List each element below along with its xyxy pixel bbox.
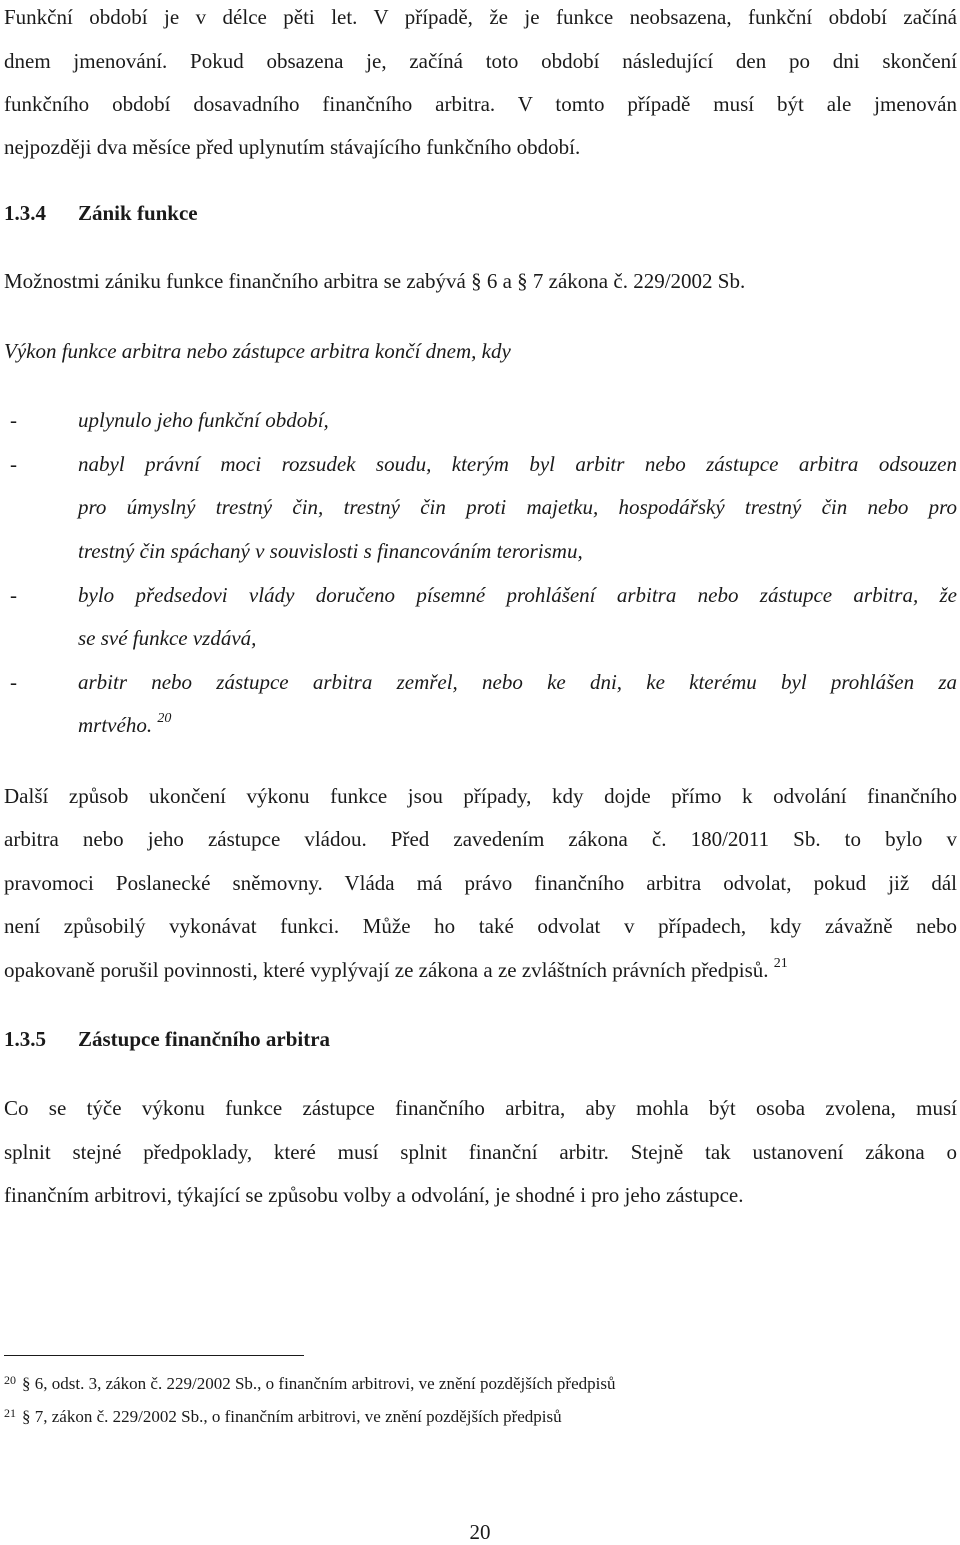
list-item-text: nabyl právní moci rozsudek soudu, kterým byl arbitr nebo zástupce arbitra odsouzen [78,452,957,476]
para-line: není způsobilý vykonávat funkci. Může ho také odvolat v případech, kdy závažně nebo [4,914,957,938]
intro-line: dnem jmenování. Pokud obsazena je, začíná toto období následující den po dni skončení [4,49,957,73]
list-item-text: se své funkce vzdává, [78,626,257,650]
footnote-number: 21 [4,1406,16,1420]
footnote-ref: 20 [157,711,172,726]
section-text: Možnostmi zániku funkce finančního arbitra se zabývá § 6 a § 7 zákona č. 229/2002 Sb. [4,269,746,293]
intro-line: funkčního období dosavadního finančního arbitra. V tomto případě musí být ale jmenován [4,92,957,116]
para-line: arbitra nebo jeho zástupce vládou. Před zavedením zákona č. 180/2011 Sb. to bylo v [4,827,957,851]
page-number: 20 [469,1520,491,1544]
list-item-text: uplynulo jeho funkční období, [78,408,329,432]
list-item-text: pro úmyslný trestný čin, trestný čin proti majetku, hospodářský trestný čin nebo pro [78,495,957,519]
section-number: 1.3.4 [4,201,46,225]
list-dash: - [10,408,17,432]
para-line-text: opakovaně porušil povinnosti, které vyplývají ze zákona a ze zvláštních právních předpisů. [4,958,769,982]
list-intro: Výkon funkce arbitra nebo zástupce arbitra končí dnem, kdy [4,339,511,363]
para-line: Další způsob ukončení výkonu funkce jsou případy, kdy dojde přímo k odvolání finančního [4,784,957,808]
para-line: finančním arbitrovi, týkající se způsobu volby a odvolání, je shodné i pro jeho zástupce. [4,1183,744,1207]
footnote [4,1406,562,1428]
section-heading-134 [4,200,198,226]
para-line: pravomoci Poslanecké sněmovny. Vláda má právo finančního arbitra odvolat, pokud již dál [4,871,957,895]
list-dash: - [10,452,17,476]
list-item-text: trestný čin spáchaný v souvislosti s financováním terorismu, [78,539,583,563]
footnote-text: § 7, zákon č. 229/2002 Sb., o finančním arbitrovi, ve znění pozdějších předpisů [22,1407,562,1426]
list-item-text-part: mrtvého. [78,713,153,737]
list-item-text: arbitr nebo zástupce arbitra zemřel, nebo ke dni, ke kterému byl prohlášen za [78,670,957,694]
footnote-text: § 6, odst. 3, zákon č. 229/2002 Sb., o finančním arbitrovi, ve znění pozdějších předpisů [22,1374,616,1393]
list-dash: - [10,670,17,694]
footnote [4,1373,615,1395]
list-item-text: bylo předsedovi vlády doručeno písemné prohlášení arbitra nebo zástupce arbitra, že [78,583,957,607]
para-line: Co se týče výkonu funkce zástupce finančního arbitra, aby mohla být osoba zvolena, musí [4,1096,957,1120]
intro-line: Funkční období je v délce pěti let. V případě, že je funkce neobsazena, funkční období začíná [4,5,957,29]
section-title: Zánik funkce [78,201,198,225]
para-line [4,957,788,983]
footnote-number: 20 [4,1373,16,1387]
section-title: Zástupce finančního arbitra [78,1027,331,1051]
list-item [4,451,957,561]
list-item [4,582,957,652]
footnote-ref: 21 [773,956,788,971]
section-heading-135 [4,1026,330,1052]
section-number: 1.3.5 [4,1027,46,1051]
intro-line: nejpozději dva měsíce před uplynutím stávajícího funkčního období. [4,135,581,159]
list-dash: - [10,583,17,607]
footnote-separator [4,1355,304,1356]
list-item [4,407,957,433]
list-item [4,669,957,739]
para-line: splnit stejné předpoklady, které musí splnit finanční arbitr. Stejně tak ustanovení zákona o [4,1140,957,1164]
list-item-text [78,712,171,738]
